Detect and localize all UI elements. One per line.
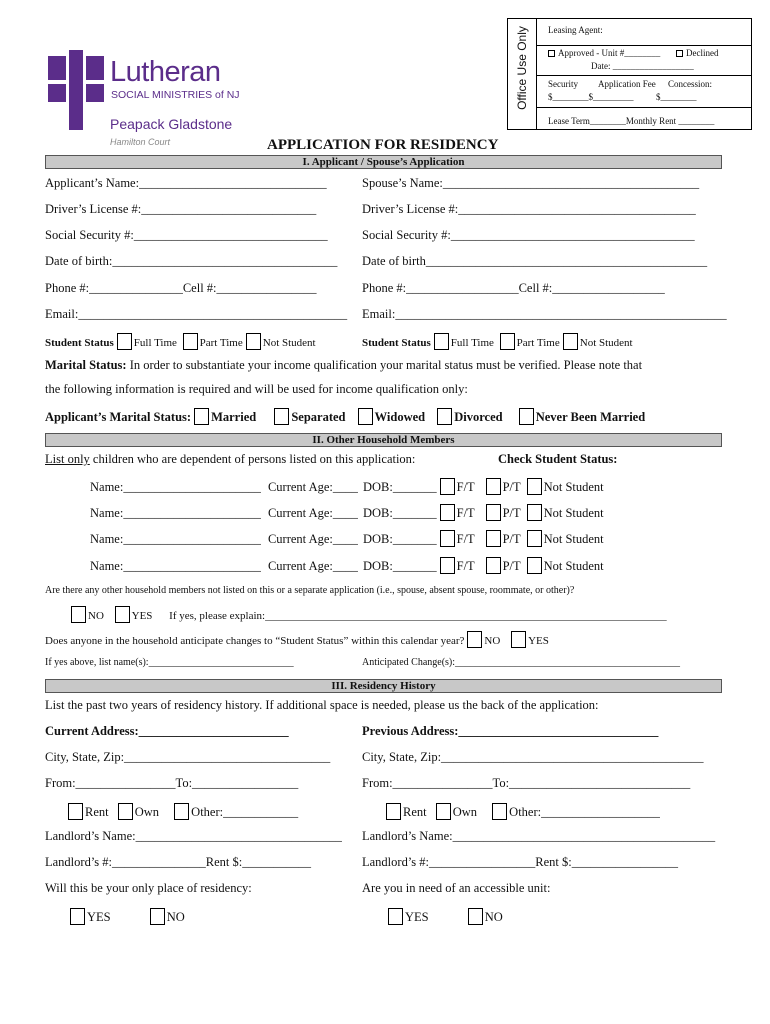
office-row-agent (536, 19, 751, 46)
pt-label: P/T (502, 506, 521, 520)
separated-checkbox[interactable] (274, 408, 289, 425)
previous-dates-field[interactable]: From:________________To:_____________________________ (362, 776, 691, 790)
child-age-field[interactable]: Current Age:____ (267, 506, 358, 520)
concession-label: Concession: (668, 79, 712, 89)
applicant-email-field[interactable]: Email:___________________________________________ (45, 307, 348, 321)
anticipated-change-field[interactable]: Anticipated Change(s):_____________________________________________ (362, 657, 681, 668)
applicant-phone-field[interactable]: Phone #:_______________Cell #:________________ (45, 281, 317, 295)
previous-landlord-name-field[interactable]: Landlord’s Name:__________________________________________ (362, 829, 716, 843)
yes-label: YES (131, 610, 153, 622)
pt-label: P/T (502, 480, 521, 494)
marital-status-row (45, 408, 645, 425)
current-landlord-phone-field[interactable]: Landlord’s #:_______________Rent $:___________ (45, 855, 311, 869)
current-rent-checkbox[interactable] (68, 803, 83, 820)
current-city-field[interactable]: City, State, Zip:_________________________________ (45, 750, 331, 764)
declined-label: Declined (686, 48, 719, 58)
child-dob-field[interactable]: DOB:_______ (363, 480, 437, 494)
child-pt-checkbox[interactable] (486, 504, 501, 521)
child-row (90, 504, 604, 521)
previous-other-field[interactable]: Other:___________________ (509, 805, 660, 819)
marital-heading: Marital Status: (45, 358, 127, 372)
yes-label: YES (405, 910, 429, 924)
check-student-status-label: Check Student Status: (498, 452, 618, 466)
list-children-instruction (45, 452, 415, 467)
approved-checkbox[interactable] (548, 50, 555, 57)
current-landlord-name-field[interactable]: Landlord’s Name:_________________________________ (45, 829, 342, 843)
marital-text-2: the following information is required and will be used for income qualification only: (45, 382, 468, 396)
rent-label: Rent (85, 805, 109, 819)
marital-text-1: In order to substantiate your income qualification your marital status must be verified. Please note that (126, 358, 643, 372)
child-notstudent-checkbox[interactable] (527, 557, 542, 574)
office-use-label: Office Use Only (515, 26, 529, 110)
spouse-ssn-field[interactable]: Social Security #:_______________________________________ (362, 228, 695, 242)
office-use-box (507, 18, 752, 130)
ft-label: F/T (456, 506, 475, 520)
section-header-applicant: I. Applicant / Spouse’s Application (45, 155, 722, 169)
lutheran-cross-logo-icon (48, 50, 104, 130)
declined-checkbox[interactable] (676, 50, 683, 57)
child-row (90, 478, 604, 495)
student-change-yes-checkbox[interactable] (511, 631, 526, 648)
residency-intro: List the past two years of residency history. If additional space is needed, please us the back of the application: (45, 698, 599, 712)
logo-hamilton: Hamilton Court (110, 137, 171, 147)
no-label: NO (484, 635, 501, 647)
child-name-field[interactable]: Name:______________________ (90, 480, 261, 494)
not-student-label: Not Student (543, 532, 604, 546)
child-dob-field[interactable]: DOB:_______ (363, 532, 437, 546)
only-residency-question: Will this be your only place of residency: (45, 881, 252, 895)
marital-paragraph-1 (45, 358, 642, 373)
current-other-checkbox[interactable] (174, 803, 189, 820)
notstudent-label: Not Student (262, 337, 316, 349)
married-checkbox[interactable] (194, 408, 209, 425)
current-address-field[interactable]: Current Address:________________________ (45, 724, 289, 738)
other-members-no-checkbox[interactable] (71, 606, 86, 623)
app-fee-label: Application Fee (598, 79, 656, 89)
spouse-student-status (362, 333, 633, 350)
page-title: APPLICATION FOR RESIDENCY (267, 137, 499, 153)
child-age-field[interactable]: Current Age:____ (267, 480, 358, 494)
previous-rent-checkbox[interactable] (386, 803, 401, 820)
applicant-name-field[interactable]: Applicant’s Name:______________________________ (45, 176, 327, 190)
fulltime-label: Full Time (133, 337, 177, 349)
accessible-no-checkbox[interactable] (468, 908, 483, 925)
spouse-name-field[interactable]: Spouse’s Name:_________________________________________ (362, 176, 700, 190)
current-dates-field[interactable]: From:________________To:_________________ (45, 776, 299, 790)
logo-lutheran: Lutheran (110, 56, 221, 88)
fulltime-label: Full Time (450, 337, 494, 349)
never-married-label: Never Been Married (535, 410, 646, 424)
spouse-email-field[interactable]: Email:_____________________________________________________ (362, 307, 727, 321)
list-only-text: List only (45, 452, 90, 466)
logo-peapack: Peapack Gladstone (110, 116, 233, 132)
marital-status-label: Applicant’s Marital Status: (45, 410, 192, 424)
not-student-label: Not Student (543, 506, 604, 520)
explain-field[interactable]: If yes, please explain:_________________________________________________________________________ (169, 610, 667, 622)
current-other-field[interactable]: Other:____________ (191, 805, 299, 819)
no-label: NO (166, 910, 185, 924)
accessible-unit-question: Are you in need of an accessible unit: (362, 881, 551, 895)
divorced-checkbox[interactable] (437, 408, 452, 425)
office-row-fees (536, 75, 751, 108)
applicant-fulltime-checkbox[interactable] (117, 333, 132, 350)
never-married-checkbox[interactable] (519, 408, 534, 425)
child-ft-checkbox[interactable] (440, 530, 455, 547)
list-rest-text: children who are dependent of persons listed on this application: (89, 452, 416, 466)
ft-label: F/T (456, 480, 475, 494)
other-members-answer (68, 606, 667, 623)
approved-label: Approved - Unit #________ (558, 48, 661, 58)
child-notstudent-checkbox[interactable] (527, 504, 542, 521)
applicant-ssn-field[interactable]: Social Security #:_______________________________ (45, 228, 328, 242)
notstudent-label: Not Student (579, 337, 633, 349)
office-use-label-cell (508, 19, 537, 129)
no-label: NO (484, 910, 503, 924)
child-row (90, 530, 604, 547)
child-age-field[interactable]: Current Age:____ (267, 559, 358, 573)
leasing-agent-label: Leasing Agent: (548, 25, 603, 35)
student-status-label: Student Status (45, 337, 114, 349)
office-row-approval (536, 45, 751, 76)
current-own-checkbox[interactable] (118, 803, 133, 820)
child-pt-checkbox[interactable] (486, 557, 501, 574)
ft-label: F/T (456, 559, 475, 573)
parttime-label: Part Time (516, 337, 560, 349)
yes-label: YES (87, 910, 111, 924)
applicant-license-field[interactable]: Driver’s License #:____________________________ (45, 202, 317, 216)
child-row (90, 557, 604, 574)
own-label: Own (134, 805, 160, 819)
child-ft-checkbox[interactable] (440, 557, 455, 574)
other-members-question: Are there any other household members not listed on this or a separate application (i.e., spouse, absent spouse, roommate, or other)? (45, 585, 575, 596)
previous-tenure-row (383, 803, 660, 820)
accessible-unit-answer (385, 908, 503, 925)
parttime-label: Part Time (199, 337, 243, 349)
pt-label: P/T (502, 559, 521, 573)
other-members-yes-checkbox[interactable] (115, 606, 130, 623)
section-header-residency: III. Residency History (45, 679, 722, 693)
previous-address-field[interactable]: Previous Address:________________________________ (362, 724, 659, 738)
rent-label: Rent (403, 805, 427, 819)
not-student-label: Not Student (543, 559, 604, 573)
applicant-notstudent-checkbox[interactable] (246, 333, 261, 350)
ft-label: F/T (456, 532, 475, 546)
student-change-no-checkbox[interactable] (467, 631, 482, 648)
widowed-checkbox[interactable] (358, 408, 373, 425)
child-dob-field[interactable]: DOB:_______ (363, 559, 437, 573)
spouse-dob-field[interactable]: Date of birth_____________________________________________ (362, 254, 708, 268)
child-age-field[interactable]: Current Age:____ (267, 532, 358, 546)
no-label: NO (88, 610, 104, 622)
fees-fields[interactable]: $________$_________ $________ (548, 92, 697, 102)
spouse-phone-field[interactable]: Phone #:__________________Cell #:__________________ (362, 281, 665, 295)
child-ft-checkbox[interactable] (440, 478, 455, 495)
yes-label: YES (528, 635, 549, 647)
widowed-label: Widowed (374, 410, 426, 424)
previous-city-field[interactable]: City, State, Zip:__________________________________________ (362, 750, 704, 764)
separated-label: Separated (291, 410, 346, 424)
section-header-household: II. Other Household Members (45, 433, 722, 447)
student-change-question: Does anyone in the household anticipate changes to “Student Status” within this calendar year? (45, 635, 465, 647)
child-ft-checkbox[interactable] (440, 504, 455, 521)
current-tenure-row (65, 803, 298, 820)
divorced-label: Divorced (454, 410, 503, 424)
only-residency-answer (67, 908, 185, 925)
not-student-label: Not Student (543, 480, 604, 494)
child-name-field[interactable]: Name:______________________ (90, 506, 261, 520)
previous-landlord-phone-field[interactable]: Landlord’s #:_________________Rent $:_________________ (362, 855, 678, 869)
own-label: Own (452, 805, 478, 819)
only-residency-no-checkbox[interactable] (150, 908, 165, 925)
applicant-student-status (45, 333, 316, 350)
lease-term-field[interactable]: Lease Term________Monthly Rent ________ (548, 116, 715, 126)
child-name-field[interactable]: Name:______________________ (90, 559, 261, 573)
child-notstudent-checkbox[interactable] (527, 530, 542, 547)
applicant-dob-field[interactable]: Date of birth:____________________________________ (45, 254, 338, 268)
change-names-field[interactable]: If yes above, list name(s):_____________________________ (45, 657, 294, 668)
accessible-yes-checkbox[interactable] (388, 908, 403, 925)
logo-social-ministries: SOCIAL MINISTRIES of NJ (111, 89, 240, 101)
spouse-notstudent-checkbox[interactable] (563, 333, 578, 350)
pt-label: P/T (502, 532, 521, 546)
child-pt-checkbox[interactable] (486, 478, 501, 495)
child-name-field[interactable]: Name:______________________ (90, 532, 261, 546)
applicant-parttime-checkbox[interactable] (183, 333, 198, 350)
married-label: Married (211, 410, 257, 424)
security-label: Security (548, 79, 578, 89)
child-dob-field[interactable]: DOB:_______ (363, 506, 437, 520)
spouse-license-field[interactable]: Driver’s License #:______________________________________ (362, 202, 696, 216)
student-status-label: Student Status (362, 337, 431, 349)
student-change-row (45, 631, 549, 648)
spouse-fulltime-checkbox[interactable] (434, 333, 449, 350)
child-notstudent-checkbox[interactable] (527, 478, 542, 495)
spouse-parttime-checkbox[interactable] (500, 333, 515, 350)
previous-other-checkbox[interactable] (492, 803, 507, 820)
child-pt-checkbox[interactable] (486, 530, 501, 547)
office-date-field[interactable]: Date: __________________ (591, 61, 694, 71)
only-residency-yes-checkbox[interactable] (70, 908, 85, 925)
previous-own-checkbox[interactable] (436, 803, 451, 820)
